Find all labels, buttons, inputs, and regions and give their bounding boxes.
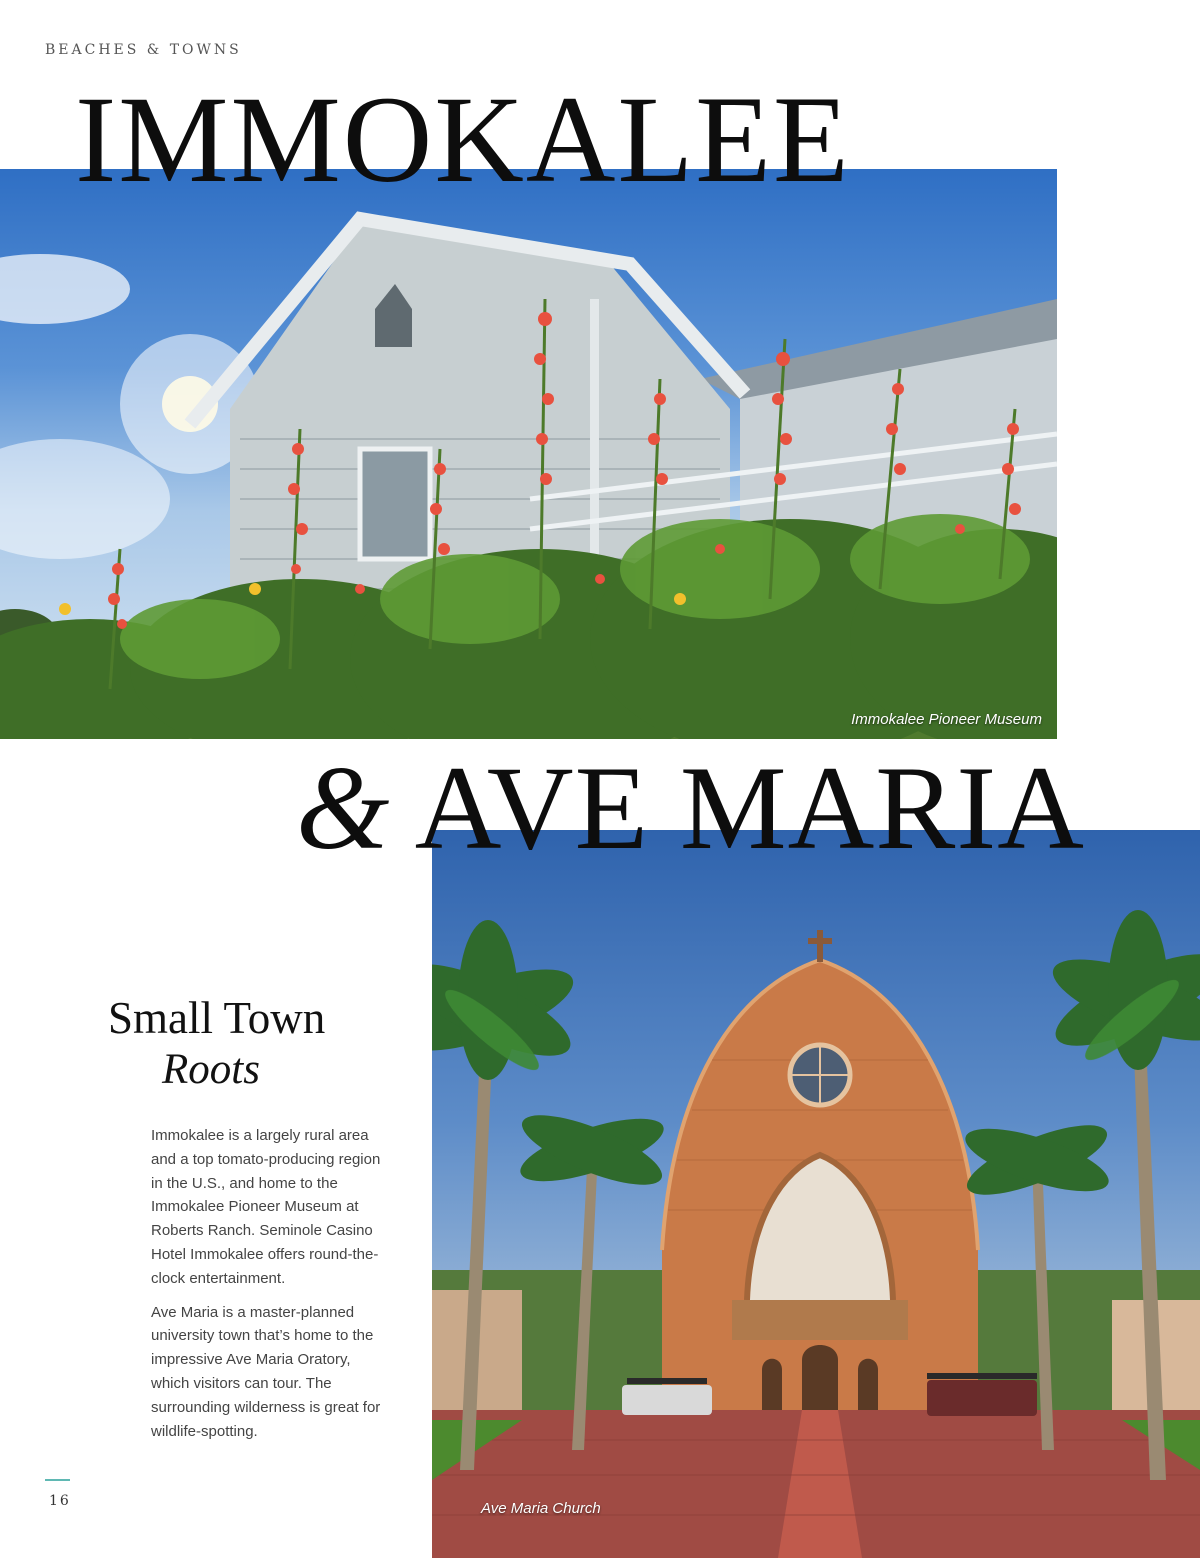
ave-maria-church-photo: [432, 830, 1200, 1558]
title-line-2: [296, 741, 1085, 874]
subhead-line-1: Small Town: [108, 993, 326, 1043]
title-line-1: IMMOKALEE: [75, 71, 851, 208]
pioneer-museum-caption: Immokalee Pioneer Museum: [851, 711, 1042, 728]
section-label: BEACHES & TOWNS: [45, 42, 242, 58]
body-paragraph: Immokalee is a largely rural area and a top tomato-producing region in the U.S., and home to the Immokalee Pioneer Museum at Roberts Ranch. Seminole Casino Hotel Immokalee offers round-the-clock entertainment.: [151, 1127, 381, 1287]
page-number: 16: [49, 1493, 71, 1509]
subhead-line-2: Roots: [162, 1045, 260, 1093]
folio-rule: [45, 1479, 70, 1481]
body-paragraph: Ave Maria is a master-planned university town that’s home to the impressive Ave Maria Oratory, which visitors can tour. The surrounding wilderness is great for wildlife-spotting.: [151, 1303, 381, 1440]
article-subhead: [108, 993, 325, 1094]
article-body: [151, 1124, 391, 1453]
ave-maria-church-caption: Ave Maria Church: [481, 1500, 601, 1517]
title-ampersand: &: [296, 741, 391, 874]
title-line-2-text: AVE MARIA: [414, 741, 1085, 874]
pioneer-museum-photo: [0, 169, 1057, 739]
pioneer-museum-illustration: [0, 169, 1057, 739]
ave-maria-church-illustration: [432, 830, 1200, 1558]
